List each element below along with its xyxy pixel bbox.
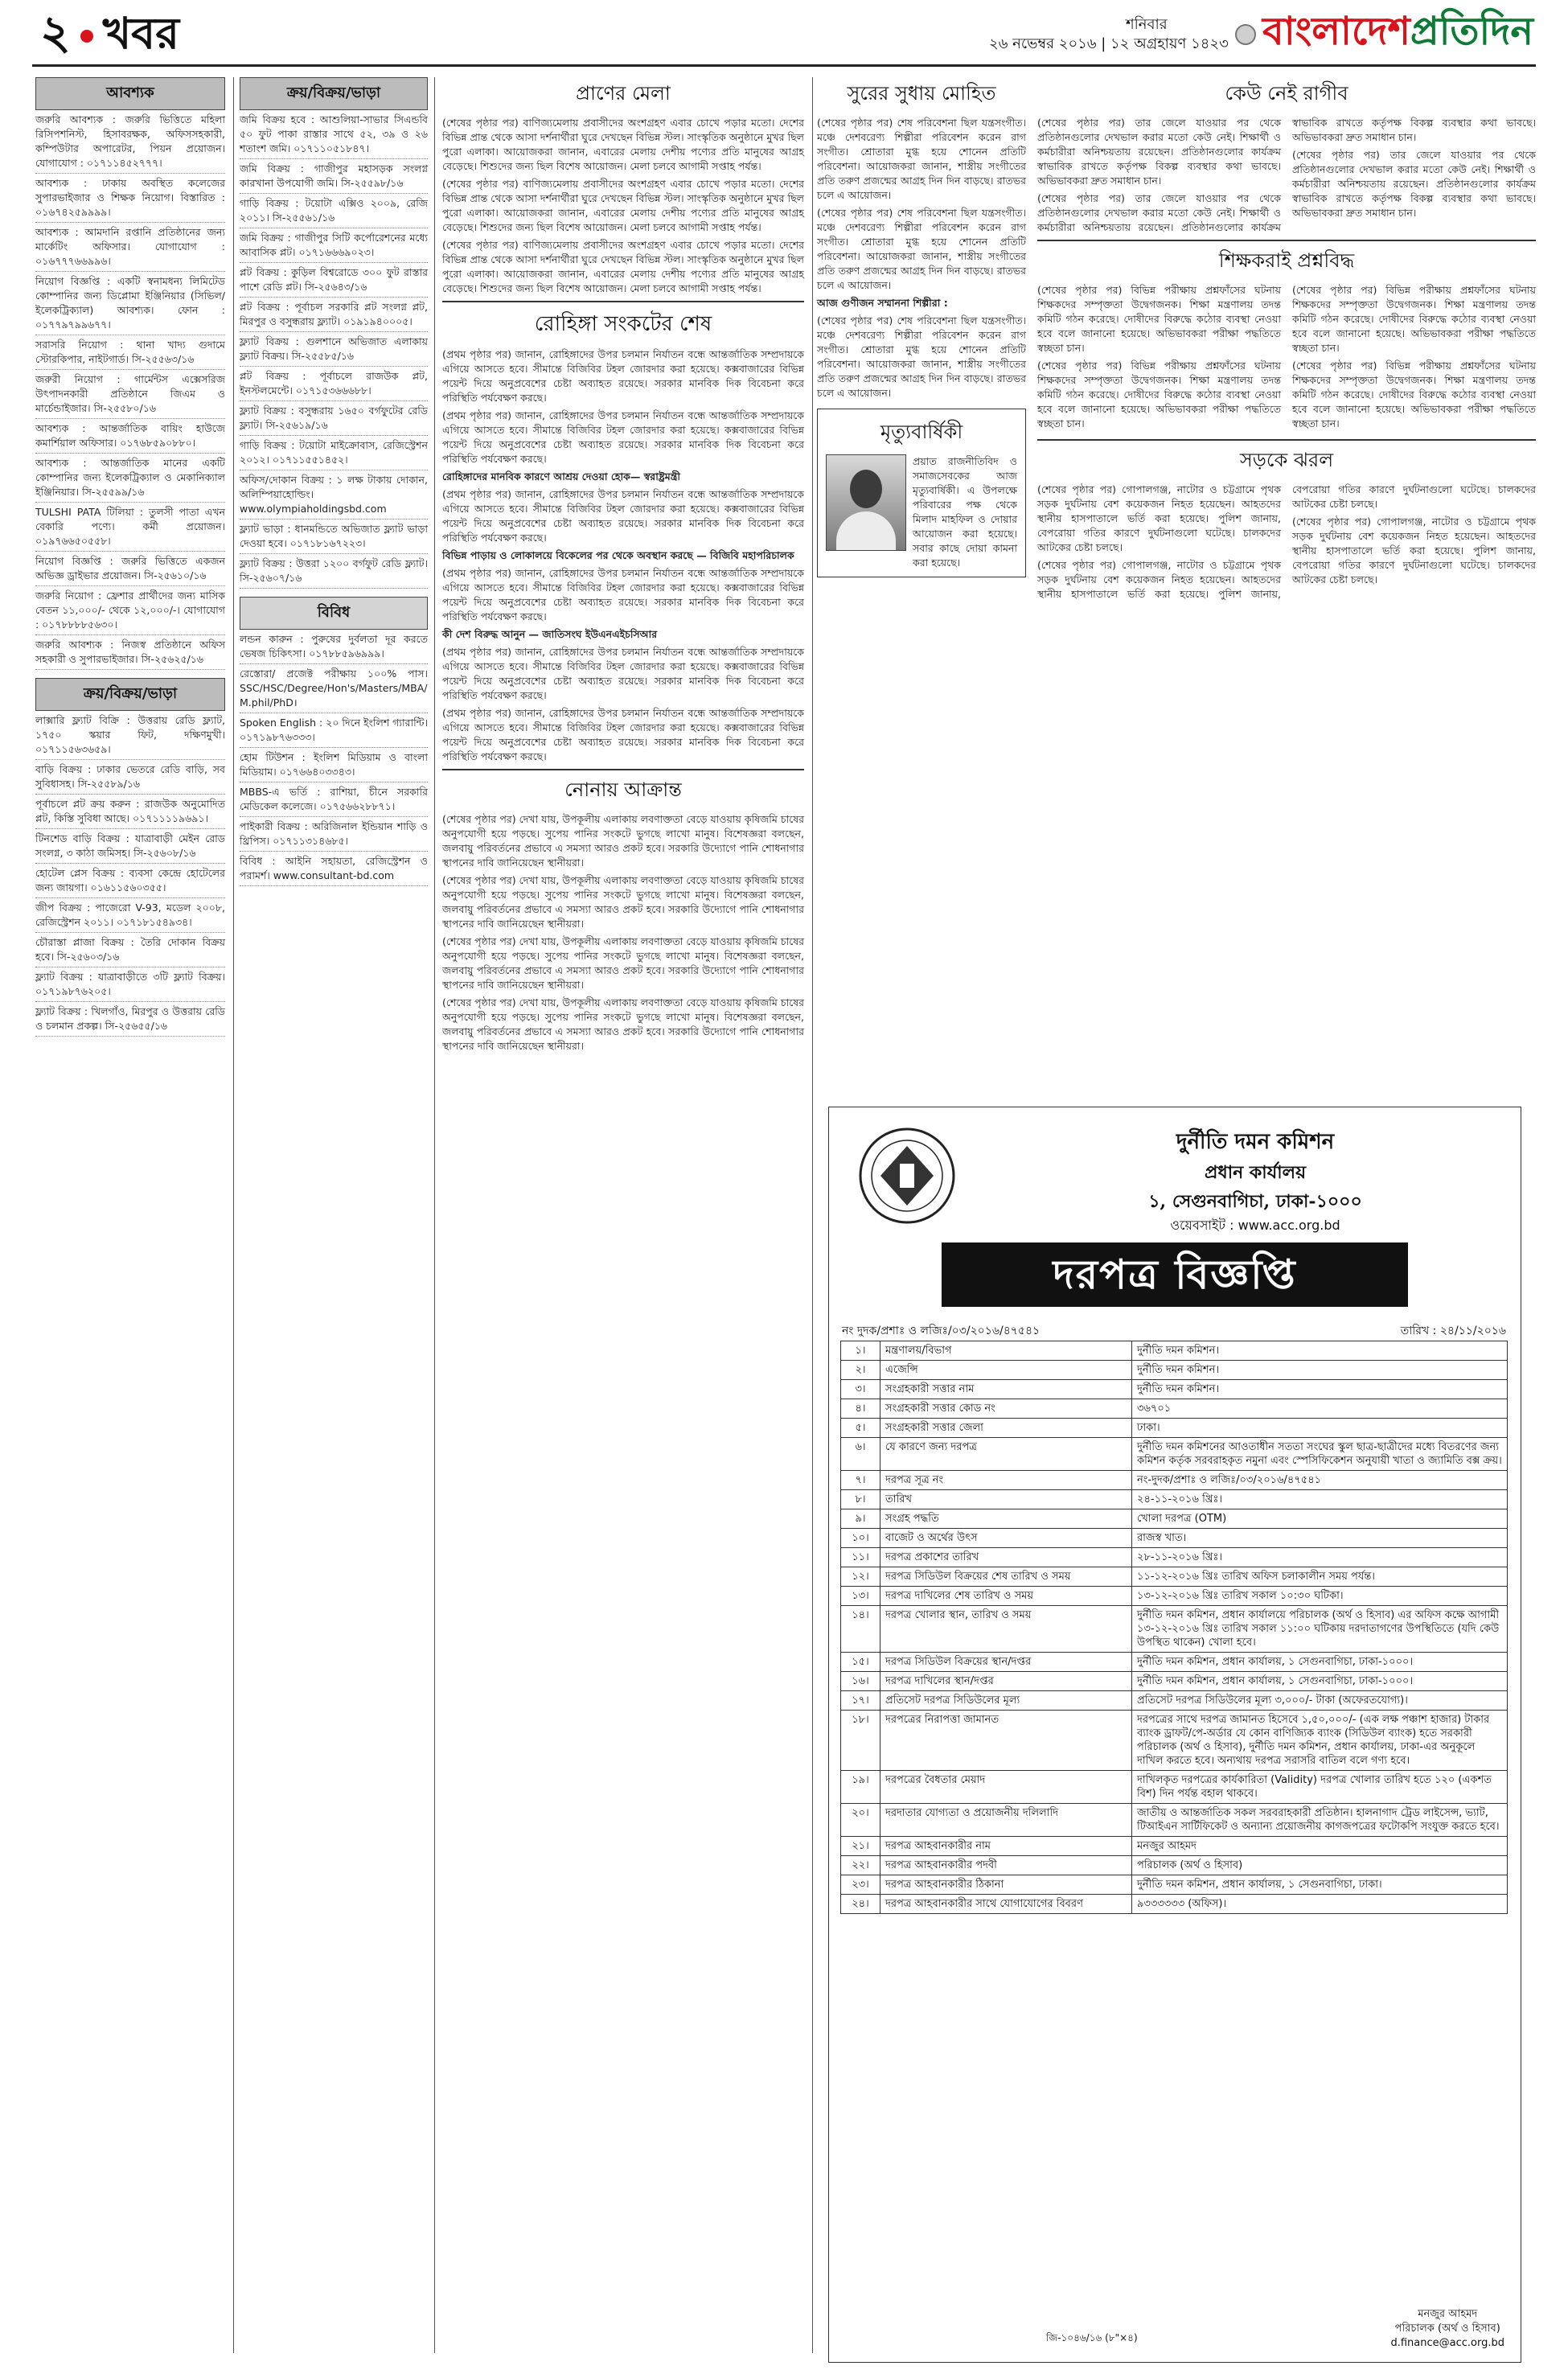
classified-ad: গাড়ি বিক্রয় : টয়োটা মাইক্রোবাস, রেজিস্ট্রেশন ২০১২। ০১৭১১৫৫১৪৫২। — [240, 436, 428, 470]
tender-row-key: দরপত্রের বৈধতার মেয়াদ — [880, 1771, 1132, 1804]
rohingya-text-cont3: (প্রথম পৃষ্ঠার পর) জানান, রোহিঙ্গাদের উপর চলমান নির্যাতন বন্ধে আন্তর্জাতিক সম্প্রদায়কে এগিয়ে আসতে হবে। সীমান্তে বিজিবির টহল জোরদার করা হয়েছে। কক্সবাজারের বিভিন্ন পয়েন্ট দিয়ে অনুপ্রবেশের চেষ্টা অব্যাহত রয়েছে। সরকার মানবিক দিক বিবেচনা করে পরিস্থিতি পর্যবেক্ষণ করছে। — [442, 567, 804, 622]
rohingya-text-cont4: (প্রথম পৃষ্ঠার পর) জানান, রোহিঙ্গাদের উপর চলমান নির্যাতন বন্ধে আন্তর্জাতিক সম্প্রদায়কে এগিয়ে আসতে হবে। সীমান্তে বিজিবির টহল জোরদার করা হয়েছে। কক্সবাজারের বিভিন্ন পয়েন্ট দিয়ে অনুপ্রবেশের চেষ্টা অব্যাহত রয়েছে। সরকার মানবিক দিক বিবেচনা করে পরিস্থিতি পর্যবেক্ষণ করছে। — [442, 646, 804, 701]
road-article — [1037, 483, 1536, 602]
tender-signature — [1390, 2307, 1504, 2351]
tender-row-key: এজেন্সি — [880, 1361, 1132, 1380]
teacher-headline: শিক্ষকরাই প্রশ্নবিদ্ধ — [1218, 249, 1355, 272]
buy-sell-ads-list-2 — [240, 110, 428, 589]
tender-row-key: দরপত্র আহবানকারীর সাথে যোগাযোগের বিবরণ — [880, 1895, 1132, 1914]
classified-ad: নিয়োগ বিজ্ঞপ্তি : জরুরি ভিত্তিতে একজন অভিজ্ঞ ড্রাইভার প্রয়োজন। সি-২৫৬১০/১৬ — [35, 552, 225, 586]
tender-row-number: ৬। — [841, 1438, 880, 1471]
tender-row — [841, 1672, 1508, 1691]
fair-text-cont: (শেষের পৃষ্ঠার পর) বাণিজ্যমেলায় প্রবাসীদের অংশগ্রহণ এবার চোখে পড়ার মতো। দেশের বিভিন্ন প্রান্ত থেকে আসা দর্শনার্থীরা ঘুরে দেখছেন বিভিন্ন স্টল। সাংস্কৃতিক অনুষ্ঠানে মুখর ছিল পুরো এলাকা। আয়োজকরা জানান, এবারের মেলায় দেশীয় পণ্যের প্রতি মানুষের আগ্রহ বেড়েছে। শিশুদের জন্য ছিল বিশেষ আয়োজন। মেলা চলবে আগামী সপ্তাহ পর্যন্ত। — [442, 178, 804, 233]
tender-row-key: দরপত্র খোলার স্থান, তারিখ ও সময় — [880, 1606, 1132, 1653]
tender-row-value: রাজস্ব খাত। — [1132, 1529, 1508, 1548]
tender-row-value: দুর্নীতি দমন কমিশন। — [1132, 1341, 1508, 1361]
brand-logo — [1235, 2, 1533, 61]
tender-row-number: ১১। — [841, 1548, 880, 1567]
tender-org: দুর্নীতি দমন কমিশন — [1176, 1130, 1335, 1154]
tender-row — [841, 1606, 1508, 1653]
ragib-text-cont: (শেষের পৃষ্ঠার পর) তার জেলে যাওয়ার পর থেকে প্রতিষ্ঠানগুলোর দেখভাল করার মতো কেউ নেই। শিক্ষার্থী ও কর্মচারীরা অনিশ্চয়তায় রয়েছেন। প্রতিষ্ঠানগুলোর কার্যক্রম স্বাভাবিক রাখতে কর্তৃপক্ষ বিকল্প ব্যবস্থার কথা ভাবছে। অভিভাবকরা দ্রুত সমাধান চান। — [1037, 117, 1536, 233]
rohingya-text: (প্রথম পৃষ্ঠার পর) জানান, রোহিঙ্গাদের উপর চলমান নির্যাতন বন্ধে আন্তর্জাতিক সম্প্রদায়কে এগিয়ে আসতে হবে। সীমান্তে বিজিবির টহল জোরদার করা হয়েছে। কক্সবাজারের বিভিন্ন পয়েন্ট দিয়ে অনুপ্রবেশের চেষ্টা অব্যাহত রয়েছে। সরকার মানবিক দিক বিবেচনা করে পরিস্থিতি পর্যবেক্ষণ করছে। — [442, 348, 804, 404]
classified-ad: গাড়ি বিক্রয় : টয়োটা এক্সিও ২০০৯, রেজি ২০১১। সি-২৫৫৬১/১৬ — [240, 194, 428, 228]
tender-row — [841, 1548, 1508, 1567]
classified-ad: TULSHI PATA টিলিয়া : তুলসী পাতা এখন বেকারি পণ্যে। কর্মী প্রয়োজন। ০১৯৭৬৬৫০৫৫৮। — [35, 503, 225, 552]
music-subhead: আজ গুণীজন সম্মাননা শিল্পীরা : — [817, 297, 948, 309]
news-column-right — [1037, 77, 1536, 602]
tender-row — [841, 1567, 1508, 1587]
ragib-article — [1037, 116, 1536, 235]
nonai-text-cont2: (শেষের পৃষ্ঠার পর) দেখা যায়, উপকূলীয় এলাকায় লবণাক্ততা বেড়ে যাওয়ায় কৃষিজমি চাষের অনুপযোগী হয়ে পড়ছে। সুপেয় পানির সংকটে ভুগছে লাখো মানুষ। বিশেষজ্ঞরা বলছেন, জলবায়ু পরিবর্তনের প্রভাবে এ সমস্যা আরও প্রকট হবে। সরকারি উদ্যোগে পানি শোধনাগার স্থাপনের দাবি জানিয়েছেন স্থানীয়রা। — [442, 935, 804, 991]
tender-row-value: দুর্নীতি দমন কমিশন। — [1132, 1361, 1508, 1380]
classified-ad: আবশ্যক : আন্তর্জাতিক মানের একটি কোম্পানির জন্য ইলেকট্রিক্যাল ও মেকানিক্যাল ইঞ্জিনিয়ার। সি-২৫৫৯৯/১৬ — [35, 454, 225, 503]
tender-row-number: ১৮। — [841, 1711, 880, 1771]
tender-row-value: ঢাকা। — [1132, 1419, 1508, 1438]
divider — [442, 769, 804, 770]
tender-row-value: দুর্নীতি দমন কমিশনের আওতাধীন সততা সংঘের স্কুল ছাত্র-ছাত্রীদের মধ্যে বিতরণের জন্য কমিশন কর্তৃক সরবরাহকৃত নমুনা এবং স্পেসিফিকেশন অনুযায়ী খাতা ও জ্যামিতি বক্স ক্রয়। — [1132, 1438, 1508, 1471]
tender-row-value: দুর্নীতি দমন কমিশন, প্রধান কার্যালয়, ১ সেগুনবাগিচা, ঢাকা-১০০০। — [1132, 1653, 1508, 1672]
logo-bullet-icon — [1235, 24, 1256, 45]
classified-ad: আবশ্যক : আন্তর্জাতিক বায়িং হাউজে কমার্শিয়াল অফিসার। ০১৭৬৮৫৯০৮৮০। — [35, 419, 225, 454]
classified-ad: জমি বিক্রয় হবে : আশুলিয়া-সাভার সিএন্ডবি ৫০ ফুট পাকা রাস্তার সাথে ৫২, ৩৯ ও ২৬ শতাংশ জমি। ০১৭১১০৫১৮৪৭। — [240, 110, 428, 159]
tender-row-key: দরপত্রের নিরাপত্তা জামানত — [880, 1711, 1132, 1771]
tender-row — [841, 1361, 1508, 1380]
classified-ad: রেস্তোরা/ প্রজেক্ট পরীক্ষায় ১০০% পাস। SSC/HSC/Degree/Hon's/Masters/MBA/ M.phil/PhD। — [240, 664, 428, 713]
signer-title: পরিচালক (অর্থ ও হিসাব) — [1394, 2323, 1500, 2335]
classified-ad: জরুরী নিয়োগ : গার্মেন্টস এক্সেসরিজ উৎপাদনকারী প্রতিষ্ঠানে জিএম ও মার্চেন্ডাইজার। সি-২৫৫৮০/১৬ — [35, 370, 225, 419]
music-text-cont: (শেষের পৃষ্ঠার পর) শেষ পরিবেশনা ছিল যন্ত্রসংগীত। মঞ্চে দেশবরেণ্য শিল্পীরা পরিবেশন করেন রাগ সংগীত। শ্রোতারা মুগ্ধ হয়ে শোনেন প্রতিটি পরিবেশনা। আয়োজকরা জানান, শাস্ত্রীয় সংগীতের প্রতি তরুণ প্রজন্মের আগ্রহ দিন দিন বাড়ছে। রাতভর চলে এ আয়োজন। — [817, 207, 1026, 291]
tender-row-key: প্রতিসেট দরপত্র সিডিউলের মূল্য — [880, 1691, 1132, 1711]
classified-ad: ফ্ল্যাট ভাড়া : ধানমন্ডিতে অভিজাত ফ্ল্যাট ভাড়া দেওয়া হবে। ০১৭১৮১৬৭২২৩। — [240, 520, 428, 554]
tender-row-value: পরিচালক (অর্থ ও হিসাব) — [1132, 1856, 1508, 1875]
tender-ref: নং দুদক/প্রশাঃ ও লজিঃ/০৩/২০১৬/৪৭৫৪১ — [842, 1325, 1041, 1337]
fair-text: (শেষের পৃষ্ঠার পর) বাণিজ্যমেলায় প্রবাসীদের অংশগ্রহণ এবার চোখে পড়ার মতো। দেশের বিভিন্ন প্রান্ত থেকে আসা দর্শনার্থীরা ঘুরে দেখছেন বিভিন্ন স্টল। সাংস্কৃতিক অনুষ্ঠানে মুখর ছিল পুরো এলাকা। আয়োজকরা জানান, এবারের মেলায় দেশীয় পণ্যের প্রতি মানুষের আগ্রহ বেড়েছে। শিশুদের জন্য ছিল বিশেষ আয়োজন। মেলা চলবে আগামী সপ্তাহ পর্যন্ত। — [442, 117, 804, 172]
tender-row-number: ১। — [841, 1341, 880, 1361]
classified-ad: MBBS-এ ভর্তি : রাশিয়া, চীনে সরকারি মেডিকেল কলেজে। ০১৭৫৬৬২৮৮৭১। — [240, 782, 428, 817]
tender-row-key: দরপত্র সিডিউল বিক্রয়ের স্থান/দপ্তর — [880, 1653, 1132, 1672]
classified-ad: প্লট বিক্রয় : পূর্বাচলে রাজউক প্লট, ইনস্টলমেন্টে। ০১৭১৫৩৬৬৬৮৮। — [240, 367, 428, 401]
misc-ads-list — [240, 630, 428, 886]
tender-table — [840, 1341, 1508, 1914]
brand-part-1: বাংলাদেশ — [1262, 9, 1410, 54]
divider — [1037, 240, 1536, 241]
tender-row-value: দুর্নীতি দমন কমিশন। — [1132, 1380, 1508, 1399]
classified-ad: সরাসরি নিয়োগ : থানা খাদ্য গুদামে স্টোরকিপার, নাইটগার্ড। সি-২৫৫৬৩/১৬ — [35, 335, 225, 370]
classified-ad: আবশ্যক : আমদানি রপ্তানি প্রতিষ্ঠানের জন্য মার্কেটিং অফিসার। যোগাযোগ : ০১৬৭৭৭৬৬৯৯৬। — [35, 223, 225, 272]
tender-code: জি-১০৪৬/১৬ (৮"×৪) — [1046, 2332, 1138, 2343]
tender-row — [841, 1341, 1508, 1361]
tender-row-key: তারিখ — [880, 1490, 1132, 1509]
signer-email[interactable]: d.finance@acc.org.bd — [1390, 2337, 1504, 2349]
tender-row-number: ২। — [841, 1361, 880, 1380]
tender-row-key: দরপত্র আহবানকারীর ঠিকানা — [880, 1875, 1132, 1895]
tender-row-value: মনজুর আহমদ — [1132, 1837, 1508, 1856]
tender-row-value: দুর্নীতি দমন কমিশন, প্রধান কার্যালয়, ১ সেগুনবাগিচা, ঢাকা-১০০০। — [1132, 1672, 1508, 1691]
rohingya-headline: রোহিঙ্গা সংকটের শেষ — [534, 312, 712, 336]
tender-row-number: ১৯। — [841, 1771, 880, 1804]
tender-date: তারিখ : ২৪/১১/২০১৬ — [1400, 1325, 1506, 1337]
nonai-article — [442, 812, 804, 1054]
tender-row-number: ২২। — [841, 1856, 880, 1875]
classified-ad: জরুরি আবশ্যক : জরুরি ভিত্তিতে মহিলা রিসিপশনিস্ট, হিসাবরক্ষক, অফিসসহকারী, কম্পিউটার অপারেটর, পিয়ন প্রয়োজন। যোগাযোগ : ০১৭১১৪৫২৭৭৭। — [35, 110, 225, 174]
classified-ad: ফ্ল্যাট বিক্রয় : বসুন্ধরায় ১৬৫০ বর্গফুটের রেডি ফ্ল্যাট। সি-২৫৬১৯/১৬ — [240, 401, 428, 436]
music-column — [817, 77, 1026, 577]
tender-row — [841, 1875, 1508, 1895]
tender-row-value: নং-দুদক/প্রশাঃ ও লজিঃ/০৩/২০১৬/৪৭৫৪১ — [1132, 1471, 1508, 1490]
classified-ad: লন্ডন কারুন : পুরুষের দুর্বলতা দূর করতে ভেষজ চিকিৎসা। ০১৭৮৮৫৯৬৯৯৯। — [240, 630, 428, 664]
header-rule — [32, 64, 1536, 67]
masthead — [0, 0, 1568, 68]
rohingya-subhead-3: কী দেশ বিরুদ্ধ আনুন — জাতিসংঘ ইউএনএইচসিআর — [442, 628, 658, 640]
column-divider — [812, 77, 813, 2353]
classified-ad: নিয়োগ বিজ্ঞপ্তি : একটি স্বনামধন্য লিমিটেড কোম্পানির জন্য ডিপ্লোমা ইঞ্জিনিয়ার (সিভিল/ইলেকট্রিক্যাল) আবশ্যক। ফোন : ০১৭৭৯৭৯৯৬৭৭। — [35, 272, 225, 335]
teacher-text-cont: (শেষের পৃষ্ঠার পর) বিভিন্ন পরীক্ষায় প্রশ্নফাঁসের ঘটনায় শিক্ষকদের সম্পৃক্ততা উদ্বেগজনক। শিক্ষা মন্ত্রণালয় তদন্ত কমিটি গঠন করেছে। দোষীদের বিরুদ্ধে কঠোর ব্যবস্থা নেওয়া হবে বলে জানানো হয়েছে। অভিভাবকরা পরীক্ষা পদ্ধতিতে স্বচ্ছতা চান। — [1037, 359, 1281, 429]
tender-row-key: দরদাতার যোগ্যতা ও প্রয়োজনীয় দলিলাদি — [880, 1804, 1132, 1837]
tender-row-number: ২৪। — [841, 1895, 880, 1914]
needed-ads-list — [35, 110, 225, 670]
tender-row-value: খোলা দরপত্র (OTM) — [1132, 1509, 1508, 1529]
tender-row-key: মন্ত্রণালয়/বিভাগ — [880, 1341, 1132, 1361]
classified-ad: ফ্ল্যাট বিক্রয় : খিলগাঁও, মিরপুর ও উত্তরায় রেডি ও চলমান প্রকল্প। সি-২৫৬৫৫/১৬ — [35, 1002, 225, 1037]
rohingya-text-cont: (প্রথম পৃষ্ঠার পর) জানান, রোহিঙ্গাদের উপর চলমান নির্যাতন বন্ধে আন্তর্জাতিক সম্প্রদায়কে এগিয়ে আসতে হবে। সীমান্তে বিজিবির টহল জোরদার করা হয়েছে। কক্সবাজারের বিভিন্ন পয়েন্ট দিয়ে অনুপ্রবেশের চেষ্টা অব্যাহত রয়েছে। সরকার মানবিক দিক বিবেচনা করে পরিস্থিতি পর্যবেক্ষণ করছে। — [442, 409, 804, 465]
tender-row-value: দুর্নীতি দমন কমিশন, প্রধান কার্যালয়, ১ সেগুনবাগিচা, ঢাকা। — [1132, 1875, 1508, 1895]
tender-row-value: ১৩-১২-২০১৬ খ্রিঃ তারিখ সকাল ১০:৩০ ঘটিকা। — [1132, 1587, 1508, 1606]
classified-ad: প্লট বিক্রয় : কুড়িল বিশ্বরোডে ৩০০ ফুট রাস্তার পাশে রেডি প্লট। সি-২৫৬৪৩/১৬ — [240, 263, 428, 298]
tender-row-value: দাখিলকৃত দরপত্রের কার্যকারিতা (Validity) দরপত্র খোলার তারিখ হতে ১২০ (একশত বিশ) দিন পর্যন্ত বহাল থাকবে। — [1132, 1771, 1508, 1804]
tender-row-value: প্রতিসেট দরপত্র সিডিউলের মূল্য ৩,০০০/- টাকা (অফেরতযোগ্য)। — [1132, 1691, 1508, 1711]
classified-ad: প্লট বিক্রয় : পূর্বাচল সরকারি প্লট সংলগ্ন প্লট, মিরপুর ও বসুন্ধরায় ফ্ল্যাট। ০১৯১৯৪০০০৫। — [240, 298, 428, 332]
classified-ad: বাড়ি বিক্রয় : ঢাকার ভেতরে রেডি বাড়ি, সব সুবিধাসহ। সি-২৫৫৮৯/১৬ — [35, 760, 225, 795]
tender-row — [841, 1804, 1508, 1837]
road-text-cont2: (শেষের পৃষ্ঠার পর) গোপালগঞ্জ, নাটোর ও চট্টগ্রামে পৃথক সড়ক দুর্ঘটনায় বেশ কয়েকজন নিহত হয়েছেন। আহতদের স্থানীয় হাসপাতালে ভর্তি করা হয়েছে। পুলিশ জানায়, বেপরোয়া গতির কারণে দুর্ঘটনাগুলো ঘটেছে। চালকদের আটকের চেষ্টা চলছে। — [1292, 515, 1536, 585]
tender-row-number: ১৭। — [841, 1691, 880, 1711]
tender-row-value: জাতীয় ও আন্তর্জাতিক সকল সরবরাহকারী প্রতিষ্ঠান। হালনাগাদ ট্রেড লাইসেন্স, ভ্যাট, টিআইএন সার্টিফিকেট ও অন্যান্য প্রয়োজনীয় কাগজপত্রের ফটোকপি সংযুক্ত করতে হবে। — [1132, 1804, 1508, 1837]
obituary-box — [817, 409, 1026, 577]
tender-row-number: ২০। — [841, 1804, 880, 1837]
obituary-body — [826, 454, 1017, 570]
tender-row-key: দরপত্র সিডিউল বিক্রয়ের শেষ তারিখ ও সময় — [880, 1567, 1132, 1587]
classified-ad: জীপ বিক্রয় : পাজেরো V-93, মডেল ২০০৮, রেজিস্ট্রেশন ২০১১। ০১৭১৮১৫৪৯৩৪। — [35, 898, 225, 933]
acc-emblem-icon — [847, 1123, 967, 1228]
music-article — [817, 116, 1026, 400]
red-dot-icon — [80, 30, 93, 43]
nonai-text-cont3: (শেষের পৃষ্ঠার পর) দেখা যায়, উপকূলীয় এলাকায় লবণাক্ততা বেড়ে যাওয়ায় কৃষিজমি চাষের অনুপযোগী হয়ে পড়ছে। সুপেয় পানির সংকটে ভুগছে লাখো মানুষ। বিশেষজ্ঞরা বলছেন, জলবায়ু পরিবর্তনের প্রভাবে এ সমস্যা আরও প্রকট হবে। সরকারি উদ্যোগে পানি শোধনাগার স্থাপনের দাবি জানিয়েছেন স্থানীয়রা। — [442, 996, 804, 1052]
classified-ad: জমি বিক্রয় : গাজীপুর সিটি কর্পোরেশনের মধ্যে আবাসিক প্লট। ০১৭১৬৬৬৯০২৩। — [240, 228, 428, 263]
page-number: ২ — [40, 5, 71, 60]
divider — [1037, 439, 1536, 441]
road-headline: সড়কে ঝরল — [1239, 449, 1334, 471]
tender-row-value: ১১-১২-২০১৬ খ্রিঃ তারিখ অফিস চলাকালীন সময় পর্যন্ত। — [1132, 1567, 1508, 1587]
fair-text-cont2: (শেষের পৃষ্ঠার পর) বাণিজ্যমেলায় প্রবাসীদের অংশগ্রহণ এবার চোখে পড়ার মতো। দেশের বিভিন্ন প্রান্ত থেকে আসা দর্শনার্থীরা ঘুরে দেখছেন বিভিন্ন স্টল। সাংস্কৃতিক অনুষ্ঠানে মুখর ছিল পুরো এলাকা। আয়োজকরা জানান, এবারের মেলায় দেশীয় পণ্যের প্রতি মানুষের আগ্রহ বেড়েছে। শিশুদের জন্য ছিল বিশেষ আয়োজন। মেলা চলবে আগামী সপ্তাহ পর্যন্ত। — [442, 239, 804, 294]
needed-section-head: আবশ্যক — [35, 77, 225, 110]
tender-row — [841, 1438, 1508, 1471]
music-text-cont2: (শেষের পৃষ্ঠার পর) শেষ পরিবেশনা ছিল যন্ত্রসংগীত। মঞ্চে দেশবরেণ্য শিল্পীরা পরিবেশন করেন রাগ সংগীত। শ্রোতারা মুগ্ধ হয়ে শোনেন প্রতিটি পরিবেশনা। আয়োজকরা জানান, শাস্ত্রীয় সংগীতের প্রতি তরুণ প্রজন্মের আগ্রহ দিন দিন বাড়ছে। রাতভর চলে এ আয়োজন। — [817, 314, 1026, 399]
classified-ad: আবশ্যক : ঢাকায় অবস্থিত কলেজের সুপারভাইজার ও শিক্ষক নিয়োগ। বিস্তারিত : ০১৬৭৪২৫৯৯৯৯। — [35, 174, 225, 223]
tender-row-number: ১৫। — [841, 1653, 880, 1672]
page-number-section — [40, 2, 179, 64]
tender-row — [841, 1509, 1508, 1529]
road-text-cont: (শেষের পৃষ্ঠার পর) গোপালগঞ্জ, নাটোর ও চট্টগ্রামে পৃথক সড়ক দুর্ঘটনায় বেশ কয়েকজন নিহত হয়েছেন। আহতদের স্থানীয় হাসপাতালে ভর্তি করা হয়েছে। পুলিশ জানায়, বেপরোয়া গতির কারণে দুর্ঘটনাগুলো ঘটেছে। চালকদের আটকের চেষ্টা চলছে। — [1037, 483, 1536, 600]
tender-office: প্রধান কার্যালয় — [1204, 1162, 1307, 1183]
classified-ad: জরুরি আবশ্যক : নিজস্ব প্রতিষ্ঠানে অফিস সহকারী ও সুপারভাইজার। সি-২৫৬২৫/১৬ — [35, 635, 225, 670]
tender-row-key: দরপত্র আহবানকারীর নাম — [880, 1837, 1132, 1856]
tender-row — [841, 1529, 1508, 1548]
tender-row — [841, 1691, 1508, 1711]
tender-row-key: সংগ্রহকারী সত্তার জেলা — [880, 1419, 1132, 1438]
tender-address: ১, সেগুনবাগিচা, ঢাকা-১০০০ — [1148, 1191, 1362, 1212]
music-headline: সুরের সুধায় মোহিত — [847, 82, 996, 105]
tender-row-key: দরপত্র প্রকাশের তারিখ — [880, 1548, 1132, 1567]
ragib-headline: কেউ নেই রাগীব — [1225, 82, 1348, 105]
rohingya-subhead-1: রোহিঙ্গাদের মানবিক কারণে আশ্রয় দেওয়া হোক— স্বরাষ্ট্রমন্ত্রী — [442, 470, 680, 483]
tender-row — [841, 1837, 1508, 1856]
tender-row-key: যে কারণে জন্য দরপত্র — [880, 1438, 1132, 1471]
section-name: খবর — [102, 7, 179, 59]
rohingya-article — [442, 347, 804, 764]
tender-row-number: ৪। — [841, 1399, 880, 1419]
classified-ad: জরুরি নিয়োগ : ফ্রেশার প্রার্থীদের জন্য মাসিক বেতন ১১,০০০/- থেকে ১২,০০০/-। যোগাযোগ : ০১৭৮৮৮৮৫৬৩০। — [35, 586, 225, 635]
teacher-text-cont2: (শেষের পৃষ্ঠার পর) বিভিন্ন পরীক্ষায় প্রশ্নফাঁসের ঘটনায় শিক্ষকদের সম্পৃক্ততা উদ্বেগজনক। শিক্ষা মন্ত্রণালয় তদন্ত কমিটি গঠন করেছে। দোষীদের বিরুদ্ধে কঠোর ব্যবস্থা নেওয়া হবে বলে জানানো হয়েছে। অভিভাবকরা পরীক্ষা পদ্ধতিতে স্বচ্ছতা চান। — [1292, 284, 1536, 354]
nonai-text: (শেষের পৃষ্ঠার পর) দেখা যায়, উপকূলীয় এলাকায় লবণাক্ততা বেড়ে যাওয়ায় কৃষিজমি চাষের অনুপযোগী হয়ে পড়ছে। সুপেয় পানির সংকটে ভুগছে লাখো মানুষ। বিশেষজ্ঞরা বলছেন, জলবায়ু পরিবর্তনের প্রভাবে এ সমস্যা আরও প্রকট হবে। সরকারি উদ্যোগে পানি শোধনাগার স্থাপনের দাবি জানিয়েছেন স্থানীয়রা। — [442, 813, 804, 869]
tender-row — [841, 1380, 1508, 1399]
tender-row-number: ৫। — [841, 1419, 880, 1438]
classified-ad: Spoken English : ২০ দিনে ইংলিশ গ্যারান্টি। ০১৭১৯৮৭৬৩৩৩। — [240, 713, 428, 748]
classifieds-column — [35, 77, 225, 1037]
tender-notice — [828, 1107, 1521, 2363]
tender-row — [841, 1895, 1508, 1914]
tender-row — [841, 1653, 1508, 1672]
classified-ad: চৌরাস্তা প্লাজা বিক্রয় : তৈরি দোকান বিক্রয় হবে। সি-২৫৬০৩/১৬ — [35, 933, 225, 967]
tender-row-number: ১৪। — [841, 1606, 880, 1653]
tender-row-key: সংগ্রহ পদ্ধতি — [880, 1509, 1132, 1529]
day-label: শনিবার — [1126, 16, 1168, 33]
tender-row-number: ৮। — [841, 1490, 880, 1509]
tender-row-number: ১০। — [841, 1529, 880, 1548]
tender-row-number: ৩। — [841, 1380, 880, 1399]
tender-row-value: দুর্নীতি দমন কমিশন, প্রধান কার্যালয়ে পরিচালক (অর্থ ও হিসাব) এর অফিস কক্ষে আগামী ১৩-১২-২০১৬ খ্রিঃ তারিখ সকাল ১১:০০ ঘটিকায় দরদাতাগণের উপস্থিতিতে (যদি কেউ উপস্থিত থাকেন) খোলা হবে। — [1132, 1606, 1508, 1653]
tender-row — [841, 1771, 1508, 1804]
classified-ad: হোম টিউশন : ইংলিশ মিডিয়াম ও বাংলা মিডিয়াম। ০১৭৬৬৪০৩৩৪৩। — [240, 748, 428, 782]
buy-sell-ads-list — [35, 711, 225, 1037]
classified-ad: জমি বিক্রয় : গাজীপুর মহাসড়ক সংলগ্ন কারখানা উপযোগী জমি। সি-২৫৫৯৮/১৬ — [240, 159, 428, 194]
tender-website[interactable]: ওয়েবসাইট : www.acc.org.bd — [1170, 1218, 1340, 1233]
date-label: ২৬ নভেম্বর ২০১৬ | ১২ অগ্রহায়ণ ১৪২৩ — [989, 35, 1229, 52]
tender-row — [841, 1587, 1508, 1606]
fair-headline: প্রাণের মেলা — [576, 82, 671, 105]
classified-ad: টিনশেড বাড়ি বিক্রয় : যাত্রাবাড়ী মেইন রোড সংলগ্ন, ৩ কাঠা জমিসহ। সি-২৫৬০৮/১৬ — [35, 829, 225, 864]
nonai-headline: নোনায় আক্রান্ত — [564, 778, 682, 801]
tender-row-number: ১৬। — [841, 1672, 880, 1691]
tender-row — [841, 1490, 1508, 1509]
classified-ad: ফ্ল্যাট বিক্রয় : গুলশানে অভিজাত এলাকায় ফ্ল্যাট বিক্রয়। সি-২৫৫৮৫/১৬ — [240, 332, 428, 367]
tender-row-key: সংগ্রহকারী সত্তার কোড নং — [880, 1399, 1132, 1419]
ragib-text: (শেষের পৃষ্ঠার পর) তার জেলে যাওয়ার পর থেকে প্রতিষ্ঠানগুলোর দেখভাল করার মতো কেউ নেই। শিক্ষার্থী ও কর্মচারীরা অনিশ্চয়তায় রয়েছেন। প্রতিষ্ঠানগুলোর কার্যক্রম স্বাভাবিক রাখতে কর্তৃপক্ষ বিকল্প ব্যবস্থার কথা ভাবছে। অভিভাবকরা দ্রুত সমাধান চান। — [1037, 117, 1281, 187]
column-divider — [434, 77, 435, 2353]
classified-ad: অফিস/দোকান বিক্রয় : ১ লক্ষ টাকায় দোকান, অলিম্পিয়াহোল্ডিং। www.olympiaholdingsbd.com — [240, 470, 428, 520]
news-column-center — [442, 77, 804, 1057]
classified-ad: লাক্সারি ফ্ল্যাট বিক্রি : উত্তরায় রেডি ফ্ল্যাট, ১৭৫০ স্কয়ার ফিট, দক্ষিণমুখী। ০১৭১১৫৬৩৬৫৯। — [35, 711, 225, 760]
tender-row-value: ২৪-১১-২০১৬ খ্রিঃ। — [1132, 1490, 1508, 1509]
tender-row-value: ৯৩৩৩৩৩৩ (অফিস)। — [1132, 1895, 1508, 1914]
buy-sell-section-head: ক্রয়/বিক্রয়/ভাড়া — [35, 678, 225, 711]
tender-row-number: ৯। — [841, 1509, 880, 1529]
classified-ad: পূর্বাচলে প্লট ক্রয় করুন : রাজউক অনুমোদিত প্লট, কিস্তি সুবিধা আছে। ০১৭১১১১৯৬৯১। — [35, 795, 225, 829]
tender-row-key: দরপত্র সূত্র নং — [880, 1471, 1132, 1490]
tender-row-value: দরপত্রের সাথে দরপত্র জামানত হিসেবে ১,৫০,০০০/- (এক লক্ষ পঞ্চাশ হাজার) টাকার ব্যাংক ড্রাফট/পে-অর্ডার যে কোন বাণিজ্যিক ব্যাংক (সিডিউল ব্যাংক) হতে সরকারী পরিচালক (অর্থ ও হিসাব), দুর্নীতি দমন কমিশন, প্রধান কার্যালয়, ঢাকা-এর অনুকূলে দাখিল করতে হবে। অন্যথায় দরপত্র সরাসরি বাতিল বলে গণ্য হবে। — [1132, 1711, 1508, 1771]
road-text: (শেষের পৃষ্ঠার পর) গোপালগঞ্জ, নাটোর ও চট্টগ্রামে পৃথক সড়ক দুর্ঘটনায় বেশ কয়েকজন নিহত হয়েছেন। আহতদের স্থানীয় হাসপাতালে ভর্তি করা হয়েছে। পুলিশ জানায়, বেপরোয়া গতির কারণে দুর্ঘটনাগুলো ঘটেছে। চালকদের আটকের চেষ্টা চলছে। — [1037, 483, 1281, 553]
tender-row-key: বাজেট ও অর্থের উৎস — [880, 1529, 1132, 1548]
obituary-photo — [826, 454, 906, 551]
teacher-text: (শেষের পৃষ্ঠার পর) বিভিন্ন পরীক্ষায় প্রশ্নফাঁসের ঘটনায় শিক্ষকদের সম্পৃক্ততা উদ্বেগজনক। শিক্ষা মন্ত্রণালয় তদন্ত কমিটি গঠন করেছে। দোষীদের বিরুদ্ধে কঠোর ব্যবস্থা নেওয়া হবে বলে জানানো হয়েছে। অভিভাবকরা পরীক্ষা পদ্ধতিতে স্বচ্ছতা চান। — [1037, 284, 1281, 354]
divider — [442, 301, 804, 302]
tender-row-number: ৭। — [841, 1471, 880, 1490]
classified-ad: ফ্ল্যাট বিক্রয় : উত্তরা ১২০০ বর্গফুট রেডি ফ্ল্যাট। সি-২৫৬০৭/১৬ — [240, 554, 428, 589]
rohingya-text-cont5: (প্রথম পৃষ্ঠার পর) জানান, রোহিঙ্গাদের উপর চলমান নির্যাতন বন্ধে আন্তর্জাতিক সম্প্রদায়কে এগিয়ে আসতে হবে। সীমান্তে বিজিবির টহল জোরদার করা হয়েছে। কক্সবাজারের বিভিন্ন পয়েন্ট দিয়ে অনুপ্রবেশের চেষ্টা অব্যাহত রয়েছে। সরকার মানবিক দিক বিবেচনা করে পরিস্থিতি পর্যবেক্ষণ করছে। — [442, 707, 804, 762]
tender-row-key: সংগ্রহকারী সত্তার নাম — [880, 1380, 1132, 1399]
music-text: (শেষের পৃষ্ঠার পর) শেষ পরিবেশনা ছিল যন্ত্রসংগীত। মঞ্চে দেশবরেণ্য শিল্পীরা পরিবেশন করেন রাগ সংগীত। শ্রোতারা মুগ্ধ হয়ে শোনেন প্রতিটি পরিবেশনা। আয়োজকরা জানান, শাস্ত্রীয় সংগীতের প্রতি তরুণ প্রজন্মের আগ্রহ দিন দিন বাড়ছে। রাতভর চলে এ আয়োজন। — [817, 117, 1026, 201]
classified-ad: বিবিধ : আইনি সহায়তা, রেজিস্ট্রেশন ও পরামর্শ। www.consultant-bd.com — [240, 852, 428, 886]
tender-row — [841, 1856, 1508, 1875]
tender-row — [841, 1419, 1508, 1438]
tender-row-number: ২১। — [841, 1837, 880, 1856]
classified-ad: ফ্ল্যাট বিক্রয় : যাত্রাবাড়ীতে ৩টি ফ্ল্যাট বিক্রয়। ০১৭১৯৮৭৬২০৫। — [35, 967, 225, 1002]
classifieds-column-2 — [240, 77, 428, 886]
tender-row — [841, 1711, 1508, 1771]
signer-name: মনজুর আহমদ — [1418, 2308, 1478, 2320]
fair-article — [442, 116, 804, 296]
tender-row — [841, 1399, 1508, 1419]
obituary-text: প্রয়াত রাজনীতিবিদ ও সমাজসেবকের আজ মৃত্যুবার্ষিকী। এ উপলক্ষে পরিবারের পক্ষ থেকে মিলাদ মাহফিল ও দোয়ার আয়োজন করা হয়েছে। সবার কাছে দোয়া কামনা করা হয়েছে। — [913, 455, 1017, 569]
teacher-text-cont3: (শেষের পৃষ্ঠার পর) বিভিন্ন পরীক্ষায় প্রশ্নফাঁসের ঘটনায় শিক্ষকদের সম্পৃক্ততা উদ্বেগজনক। শিক্ষা মন্ত্রণালয় তদন্ত কমিটি গঠন করেছে। দোষীদের বিরুদ্ধে কঠোর ব্যবস্থা নেওয়া হবে বলে জানানো হয়েছে। অভিভাবকরা পরীক্ষা পদ্ধতিতে স্বচ্ছতা চান। — [1292, 359, 1536, 429]
rohingya-subhead-2: বিভিন্ন পাড়ায় ও লোকালয়ে বিকেলের পর থেকে অবস্থান করছে — বিজিবি মহাপরিচালক — [442, 549, 794, 561]
tender-row-number: ১৩। — [841, 1587, 880, 1606]
nonai-text-cont: (শেষের পৃষ্ঠার পর) দেখা যায়, উপকূলীয় এলাকায় লবণাক্ততা বেড়ে যাওয়ায় কৃষিজমি চাষের অনুপযোগী হয়ে পড়ছে। সুপেয় পানির সংকটে ভুগছে লাখো মানুষ। বিশেষজ্ঞরা বলছেন, জলবায়ু পরিবর্তনের প্রভাবে এ সমস্যা আরও প্রকট হবে। সরকারি উদ্যোগে পানি শোধনাগার স্থাপনের দাবি জানিয়েছেন স্থানীয়রা। — [442, 874, 804, 930]
tender-row-value: ২৮-১১-২০১৬ খ্রিঃ। — [1132, 1548, 1508, 1567]
classified-ad: হোটেল প্লেস বিক্রয় : ব্যবসা কেন্দ্রে হোটেলের জন্য জায়গা। ০১৬১১৫৬০৩৫৫। — [35, 864, 225, 898]
tender-row-value: ৩৬৭০১ — [1132, 1399, 1508, 1419]
classified-ad: পাইকারী বিক্রয় : অরিজিনাল ইন্ডিয়ান শাড়ি ও থ্রিপিস। ০১৭১১৩১৪৬৮৫। — [240, 817, 428, 852]
obituary-head: মৃত্যুবার্ষিকী — [880, 421, 963, 443]
tender-row-key: দরপত্র আহবানকারীর পদবী — [880, 1856, 1132, 1875]
tender-banner: দরপত্র বিজ্ঞপ্তি — [942, 1242, 1408, 1307]
tender-row-number: ২৩। — [841, 1875, 880, 1895]
ragib-text-cont2: (শেষের পৃষ্ঠার পর) তার জেলে যাওয়ার পর থেকে প্রতিষ্ঠানগুলোর দেখভাল করার মতো কেউ নেই। শিক্ষার্থী ও কর্মচারীরা অনিশ্চয়তায় রয়েছেন। প্রতিষ্ঠানগুলোর কার্যক্রম স্বাভাবিক রাখতে কর্তৃপক্ষ বিকল্প ব্যবস্থার কথা ভাবছে। অভিভাবকরা দ্রুত সমাধান চান। — [1292, 149, 1536, 219]
tender-row-key: দরপত্র দাখিলের স্থান/দপ্তর — [880, 1672, 1132, 1691]
brand-part-2: প্রতিদিন — [1410, 9, 1534, 54]
column-divider — [233, 77, 234, 2353]
tender-row — [841, 1471, 1508, 1490]
tender-row-number: ১২। — [841, 1567, 880, 1587]
tender-row-key: দরপত্র দাখিলের শেষ তারিখ ও সময় — [880, 1587, 1132, 1606]
rohingya-text-cont2: (প্রথম পৃষ্ঠার পর) জানান, রোহিঙ্গাদের উপর চলমান নির্যাতন বন্ধে আন্তর্জাতিক সম্প্রদায়কে এগিয়ে আসতে হবে। সীমান্তে বিজিবির টহল জোরদার করা হয়েছে। কক্সবাজারের বিভিন্ন পয়েন্ট দিয়ে অনুপ্রবেশের চেষ্টা অব্যাহত রয়েছে। সরকার মানবিক দিক বিবেচনা করে পরিস্থিতি পর্যবেক্ষণ করছে। — [442, 488, 804, 544]
buy-sell-section-head-2: ক্রয়/বিক্রয়/ভাড়া — [240, 77, 428, 110]
teacher-article — [1037, 283, 1536, 434]
misc-section-head: বিবিধ — [240, 597, 428, 630]
